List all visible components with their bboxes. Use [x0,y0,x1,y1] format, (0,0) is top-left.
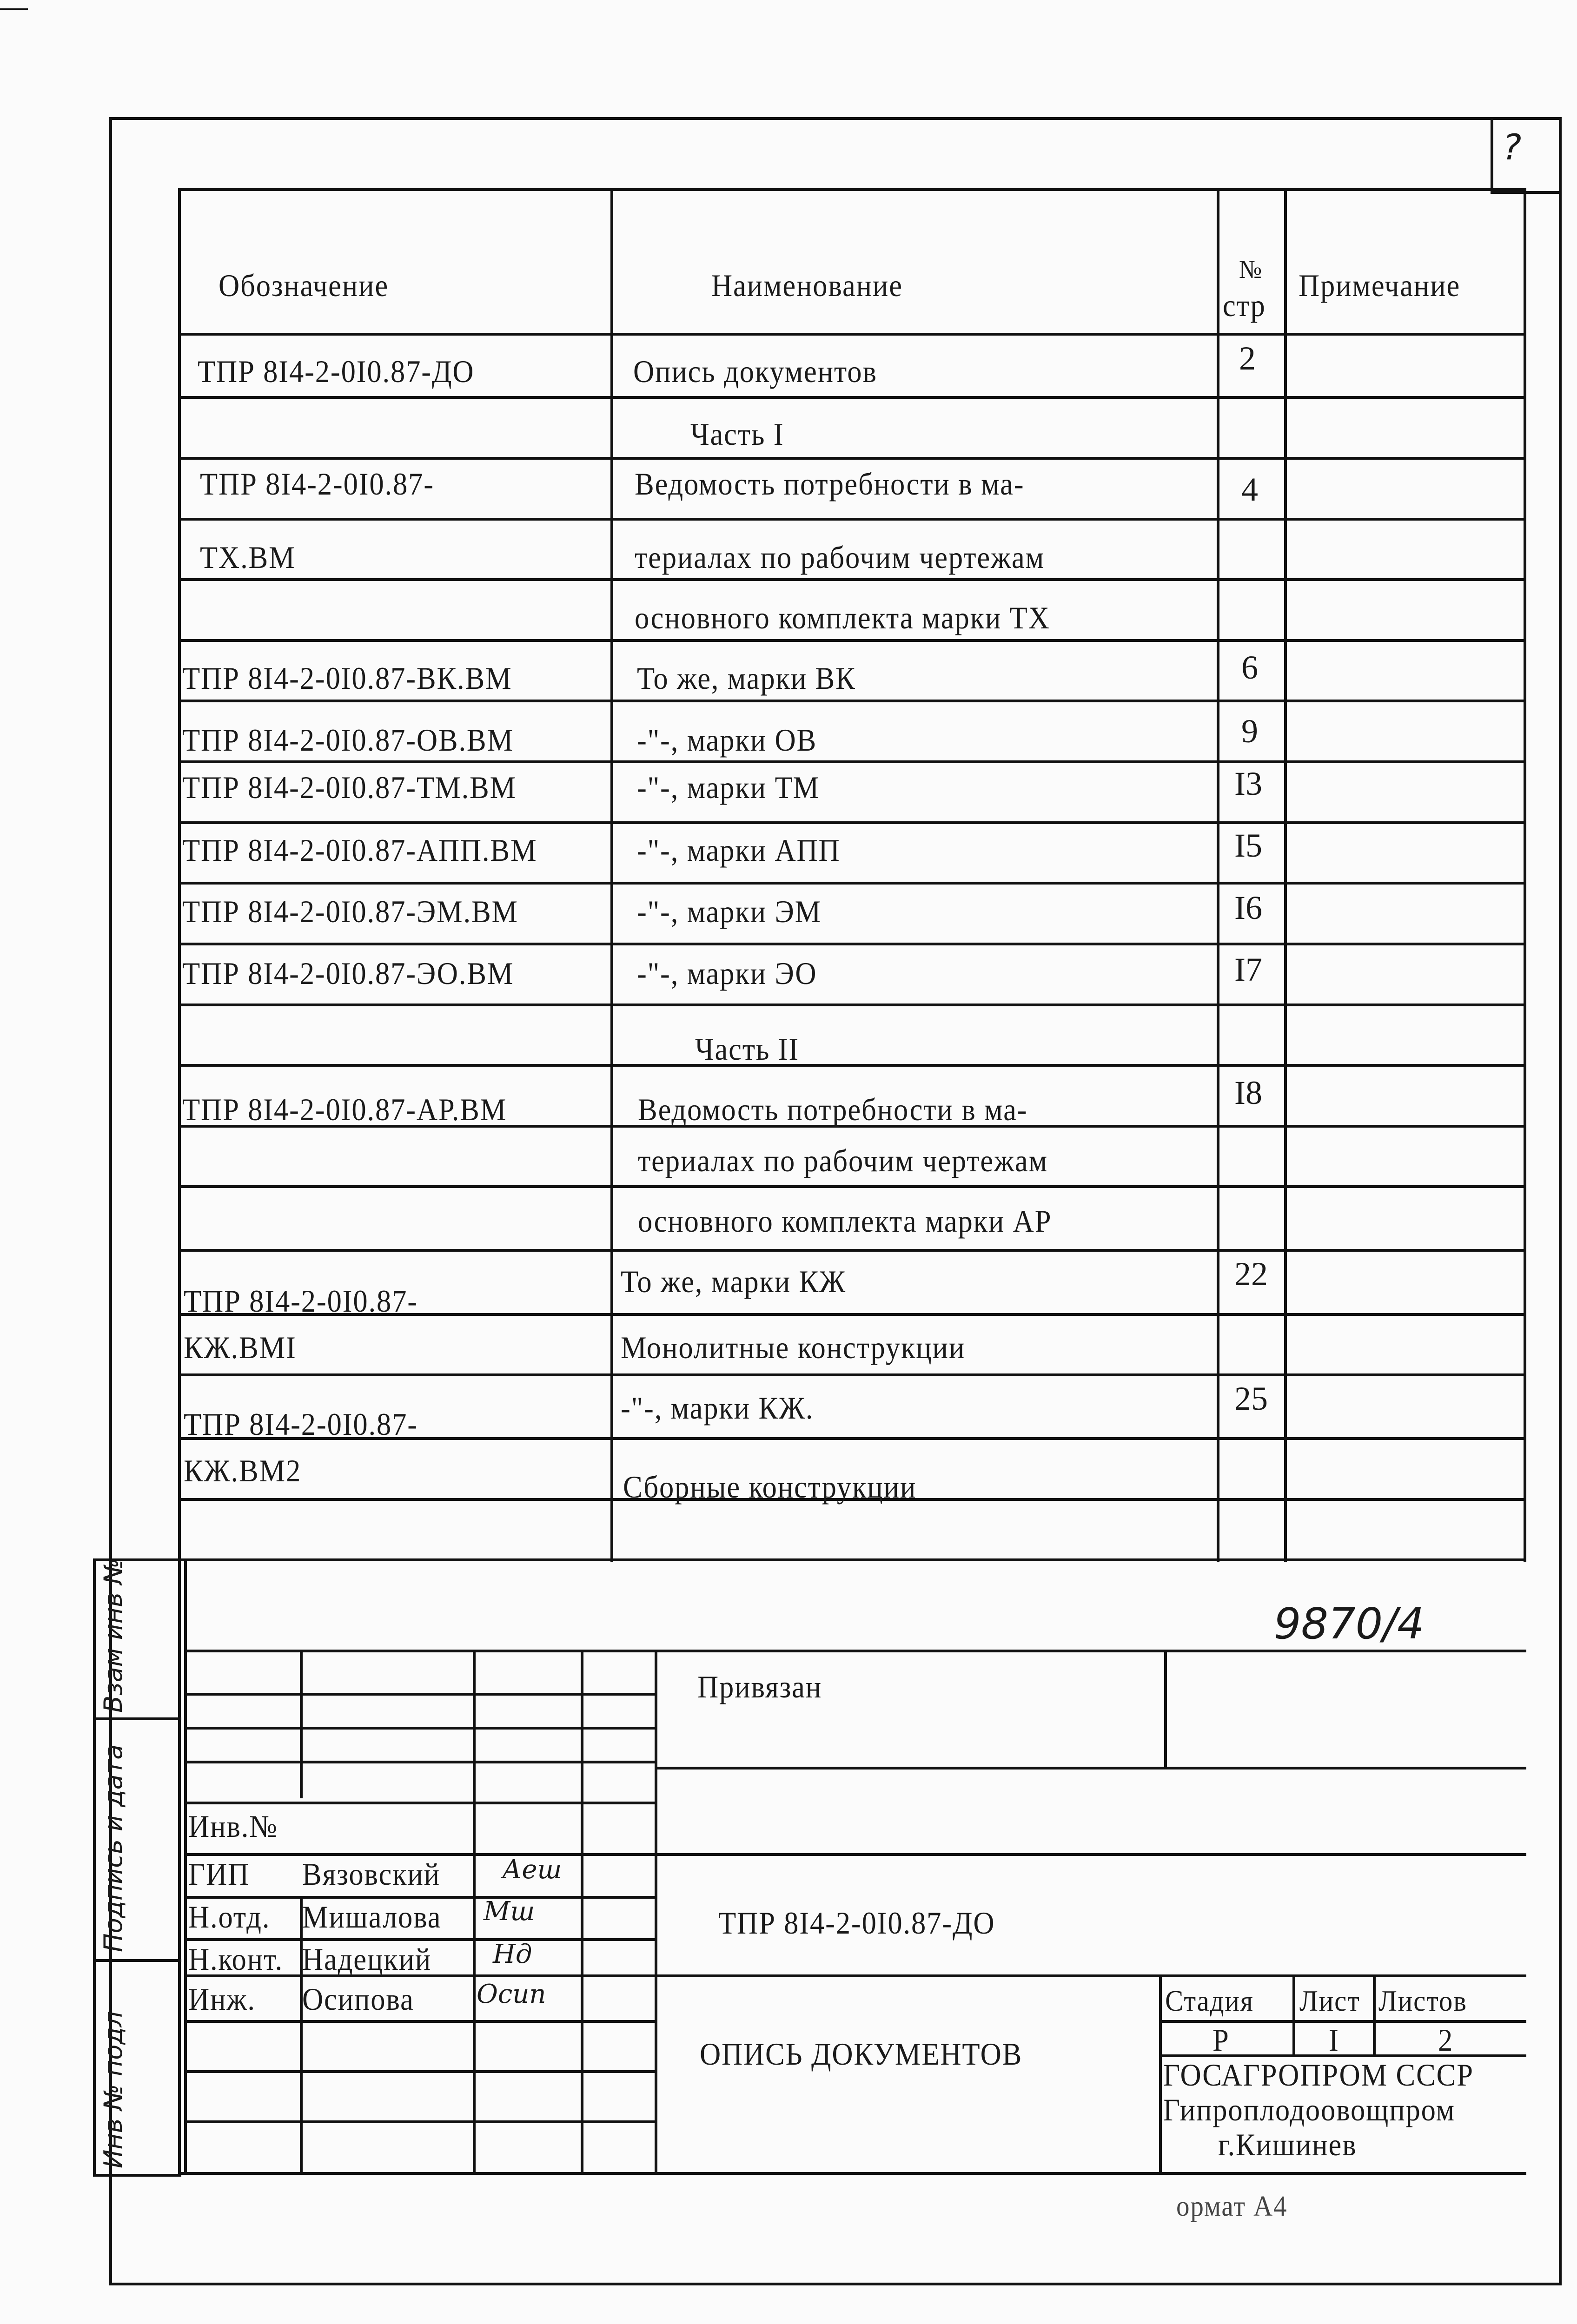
row-line [179,882,1526,885]
tb-vline [184,1558,187,2175]
row-line [179,943,1526,945]
row-line [179,1064,1526,1067]
col-divider-3 [1284,188,1287,1562]
stage-value: Р [1213,2022,1230,2058]
row-line [179,1185,1526,1188]
designation-cell: ТПР 8I4-2-0I0.87-ТМ.ВМ [182,770,517,805]
sheet-value: I [1329,2022,1339,2058]
name-cell: териалах по рабочим чертежам [635,540,1045,575]
inv-podl-label: Инв № подл [99,2011,128,2168]
staff-role: Инж. [188,1981,256,2017]
name-cell: Сборные конструкции [623,1469,917,1505]
tb-vline [1292,1974,1295,2056]
designation-cell: ТПР 8I4-2-0I0.87- [184,1283,418,1319]
header-bottom [179,333,1526,336]
side-stamp-left [93,1558,96,2177]
staff-name: Надецкий [302,1941,432,1977]
tb-vline [581,1650,583,2175]
tb-line [185,2020,656,2023]
staff-name: Мишалова [302,1899,442,1934]
section-heading: Часть I [690,416,784,452]
section-heading: Часть II [695,1031,800,1067]
page-cell: 6 [1241,649,1258,686]
side-stamp-right [178,1558,181,2177]
row-line [179,700,1526,702]
frame-top [109,117,1562,120]
stage-label: Стадия [1165,1984,1254,2017]
name-cell: -"-, марки ОВ [637,722,817,758]
designation-cell: ТПР 8I4-2-0I0.87-ОВ.ВМ [182,722,514,758]
col-divider-2 [1217,188,1219,1562]
page-cell: 4 [1241,471,1258,508]
name-cell: Ведомость потребности в ма- [635,466,1025,502]
staff-role: Н.отд. [188,1899,271,1934]
row-line [179,1373,1526,1376]
designation-cell: ТПР 8I4-2-0I0.87-ВК.ВМ [182,660,512,696]
scan-mark [0,8,28,10]
row-line [179,518,1526,521]
tb-line [185,1761,656,1763]
inv-no-label: Инв.№ [188,1809,278,1844]
page-cell: 22 [1234,1255,1268,1293]
document-code: ТПР 8I4-2-0I0.87-ДО [718,1905,995,1941]
row-line [179,578,1526,581]
header-page-no: № [1239,255,1263,284]
tb-bottom [178,2172,1526,2175]
tb-vline [300,1896,303,2175]
name-cell: териалах по рабочим чертежам [638,1143,1048,1178]
page-cell: I7 [1234,951,1262,988]
designation-cell: ТПР 8I4-2-0I0.87-ДО [198,354,475,389]
table-right [1524,188,1526,1562]
row-line [179,457,1526,460]
tb-line [656,1767,1526,1769]
name-cell: То же, марки ВК [637,660,856,696]
tb-vline [1164,1650,1167,1768]
sheet-mark: ? [1503,126,1522,168]
tb-line [185,1693,656,1696]
row-line [179,396,1526,399]
side-stamp-divider-1 [93,1717,181,1720]
name-cell: основного комплекта марки АР [638,1203,1052,1239]
sheet-box-left [1491,117,1493,194]
privyazan-label: Привязан [697,1669,822,1704]
name-cell: То же, марки КЖ [621,1264,846,1299]
page-cell: I8 [1234,1074,1262,1111]
table-left [178,188,181,1562]
header-name: Наименование [711,268,903,303]
document-title: ОПИСЬ ДОКУМЕНТОВ [700,2036,1023,2072]
row-line [179,639,1526,642]
page-cell: I5 [1234,827,1262,864]
tb-line [185,1650,1526,1652]
row-line [179,1004,1526,1006]
tb-vline [473,1650,476,2175]
page-cell: 25 [1234,1380,1268,1417]
designation-cell: ТПР 8I4-2-0I0.87-ЭО.ВМ [182,956,514,991]
designation-cell: ТПР 8I4-2-0I0.87-АПП.ВМ [182,832,537,868]
table-top [179,188,1526,191]
name-cell: основного комплекта марки ТХ [635,600,1050,635]
page-cell: I3 [1234,765,1262,802]
col-divider-1 [610,188,613,1562]
tb-line [185,2120,656,2123]
sheet-label: Лист [1299,1984,1360,2017]
side-stamp-bottom [93,2174,181,2177]
vzam-inv-label: Взам инв № [99,1558,128,1713]
tb-line [185,1802,656,1804]
staff-signature: Осип [477,1979,546,2009]
row-line [179,821,1526,824]
name-cell: -"-, марки ЭО [637,956,817,991]
podpis-data-label: Подпись и дата [99,1744,128,1952]
side-stamp-divider-2 [93,1959,181,1962]
designation-cell: ТХ.ВМ [200,540,296,575]
page-cell: 2 [1239,340,1256,377]
staff-signature: Нд [493,1939,532,1969]
org-line-3: г.Кишинев [1218,2127,1357,2162]
tb-line [185,2070,656,2073]
staff-name: Осипова [302,1981,414,2017]
sheets-label: Листов [1378,1984,1467,2017]
designation-cell: КЖ.ВМI [184,1330,297,1365]
designation-cell: КЖ.ВМ2 [184,1453,302,1488]
tb-line [185,1727,656,1730]
handwritten-archive-number: 9870/4 [1274,1599,1425,1649]
header-page-abbr: стр [1223,288,1266,323]
page-cell: 9 [1241,713,1258,750]
row-line [179,760,1526,763]
tb-vline [1159,1974,1162,2175]
frame-right [1559,117,1562,2285]
name-cell: -"-, марки КЖ. [621,1390,814,1426]
designation-cell: ТПР 8I4-2-0I0.87- [184,1406,418,1442]
header-note: Примечание [1299,268,1461,303]
tb-vline [300,1650,303,1798]
staff-name: Вязовский [302,1856,440,1892]
name-cell: Монолитные конструкции [621,1330,966,1365]
staff-role: Н.конт. [188,1941,283,1977]
org-line-2: Гипроплодоовощпром [1163,2092,1456,2127]
row-line [179,1249,1526,1252]
designation-cell: ТПР 8I4-2-0I0.87- [200,466,434,502]
org-line-1: ГОСАГРОПРОМ СССР [1163,2057,1474,2093]
name-cell: -"-, марки АПП [637,832,841,868]
sheets-value: 2 [1438,2022,1454,2058]
designation-cell: ТПР 8I4-2-0I0.87-АР.ВМ [182,1092,507,1127]
staff-signature: Мш [484,1896,535,1927]
table-bottom [179,1558,1526,1561]
format-caption: ормат А4 [1176,2191,1288,2222]
name-cell: Опись документов [633,354,877,389]
name-cell: -"-, марки ЭМ [637,894,822,929]
tb-vline [1373,1974,1376,2056]
page-cell: I6 [1234,889,1262,926]
name-cell: Ведомость потребности в ма- [638,1092,1028,1127]
header-designation: Обозначение [219,268,389,303]
frame-bottom [109,2283,1562,2285]
staff-role: ГИП [188,1856,250,1892]
designation-cell: ТПР 8I4-2-0I0.87-ЭМ.ВМ [182,894,518,929]
tb-vline [655,1650,657,2175]
staff-signature: Аеш [502,1855,562,1885]
name-cell: -"-, марки ТМ [637,770,820,805]
